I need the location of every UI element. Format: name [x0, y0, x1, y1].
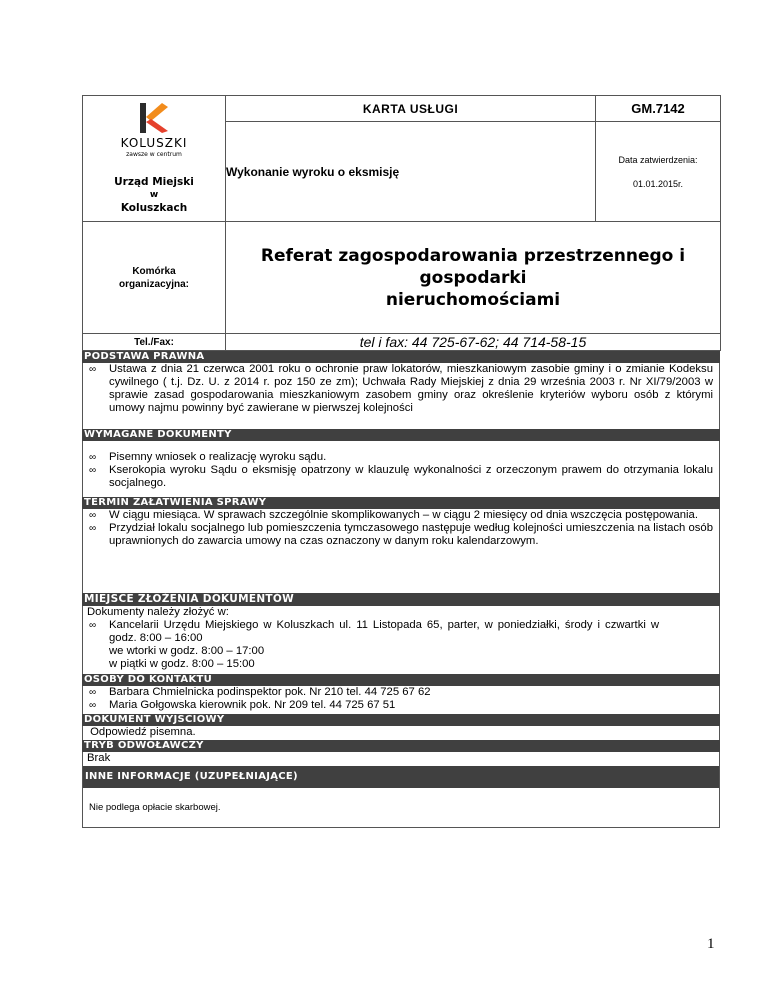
list-item: ∞ Kserokopia wyroku Sądu o eksmisję opatrzony w klauzulę wykonalności z orzeczonym prawem do otrzymania lokalu socjalnego. [109, 464, 713, 490]
section-miejsce [82, 606, 720, 674]
unit-name-line: nieruchomościami [385, 289, 561, 310]
office-line: Urząd Miejski [114, 175, 194, 188]
section-title-miejsce: MIEJSCE ZŁOŻENIA DOKUMENTÓW [82, 593, 720, 606]
section-title-inne: INNE INFORMACJE (UZUPEŁNIAJĄCE) [82, 766, 720, 788]
list-item: ∞ Ustawa z dnia 21 czerwca 2001 roku o ochronie praw lokatorów, mieszkaniowym zasobie gminy i o zmianie Kodeksu cywilnego ( t.j. Dz. U. z 2014 r. poz 150 ze zm); Uchwała Rady Miejskiej z dnia 29 września 2003 r. Nr XI/79/2003 w sprawie zasad gospodarowania mieszkaniowym zasobem gminy oraz określenie kryteriów wyboru osób z którymi umowy najmu powinny być zawierane w pierwszej kolejności [109, 363, 713, 415]
section-title-termin: TERMIN ZAŁATWIENIA SPRAWY [82, 497, 720, 509]
office-line: Koluszkach [120, 201, 188, 214]
tel-label: Tel./Fax: [83, 334, 226, 351]
office-name [83, 174, 225, 216]
hours-line: we wtorki w godz. 8:00 – 17:00 [109, 645, 265, 657]
service-title: Wykonanie wyroku o eksmisję [226, 122, 596, 222]
section-title-osoby: OSOBY DO KONTAKTU [82, 674, 720, 686]
page-number: 1 [707, 936, 715, 952]
list-item: ∞ Maria Gołgowska kierownik pok. Nr 209 tel. 44 725 67 51 [109, 699, 713, 712]
header-table [82, 95, 721, 351]
unit-label-line: Komórka [132, 265, 176, 277]
list-item: ∞ Przydział lokalu socjalnego lub pomieszczenia tymczasowego następuje według kolejności umieszczenia na listach osób uprawnionych do zawarcia umowy na czas oznaczony w danym roku kalendarzowym. [109, 522, 713, 548]
service-code: GM.7142 [596, 96, 721, 122]
hours-line: w piątki w godz. 8:00 – 15:00 [109, 658, 255, 670]
list-item: ∞ Barbara Chmielnicka podinspektor pok. Nr 210 tel. 44 725 67 62 [109, 686, 713, 699]
section-title-dokumenty: WYMAGANE DOKUMENTY [82, 429, 720, 441]
section-inne: Nie podlega opłacie skarbowej. [82, 788, 720, 828]
list-item: ∞ Pisemny wniosek o realizację wyroku sądu. [109, 451, 713, 464]
section-osoby [82, 686, 720, 714]
section-title-wyjsciowy: DOKUMENT WYJŚCIOWY [82, 714, 720, 726]
section-dokumenty [82, 441, 720, 497]
approval-date: 01.01.2015r. [632, 178, 684, 189]
koluszki-logo-icon [137, 102, 171, 134]
card-title: KARTA USŁUGI [226, 96, 596, 122]
logo-tagline: zawsze w centrum [126, 150, 182, 158]
tel-value: tel i fax: 44 725-67-62; 44 714-58-15 [226, 334, 721, 351]
service-card [82, 95, 720, 828]
miejsce-intro: Dokumenty należy złożyć w: [87, 606, 229, 618]
section-tryb: Brak [82, 752, 720, 766]
approval-cell [596, 122, 721, 222]
unit-name [226, 222, 721, 334]
section-wyjsciowy: Odpowiedź pisemna. [82, 726, 720, 740]
approval-label: Data zatwierdzenia: [618, 154, 698, 165]
unit-label [83, 222, 226, 334]
section-termin [82, 509, 720, 593]
section-title-tryb: TRYB ODWOŁAWCZY [82, 740, 720, 752]
list-item: ∞ Kancelarii Urzędu Miejskiego w Koluszkach ul. 11 Listopada 65, parter, w poniedziałki, środy i czwartki w godz. 8:00 – 16:00 [109, 619, 659, 645]
section-podstawa [82, 363, 720, 429]
unit-label-line: organizacyjna: [118, 278, 190, 290]
list-item: ∞ W ciągu miesiąca. W sprawach szczególnie skomplikowanych – w ciągu 2 miesięcy od dnia wszczęcia postępowania. [109, 509, 713, 522]
office-line: w [149, 189, 159, 200]
logo-name: KOLUSZKI [120, 135, 188, 150]
section-title-podstawa: PODSTAWA PRAWNA [82, 351, 720, 363]
unit-name-line: Referat zagospodarowania przestrzennego i gospodarki [260, 245, 686, 288]
logo-cell [83, 96, 226, 222]
